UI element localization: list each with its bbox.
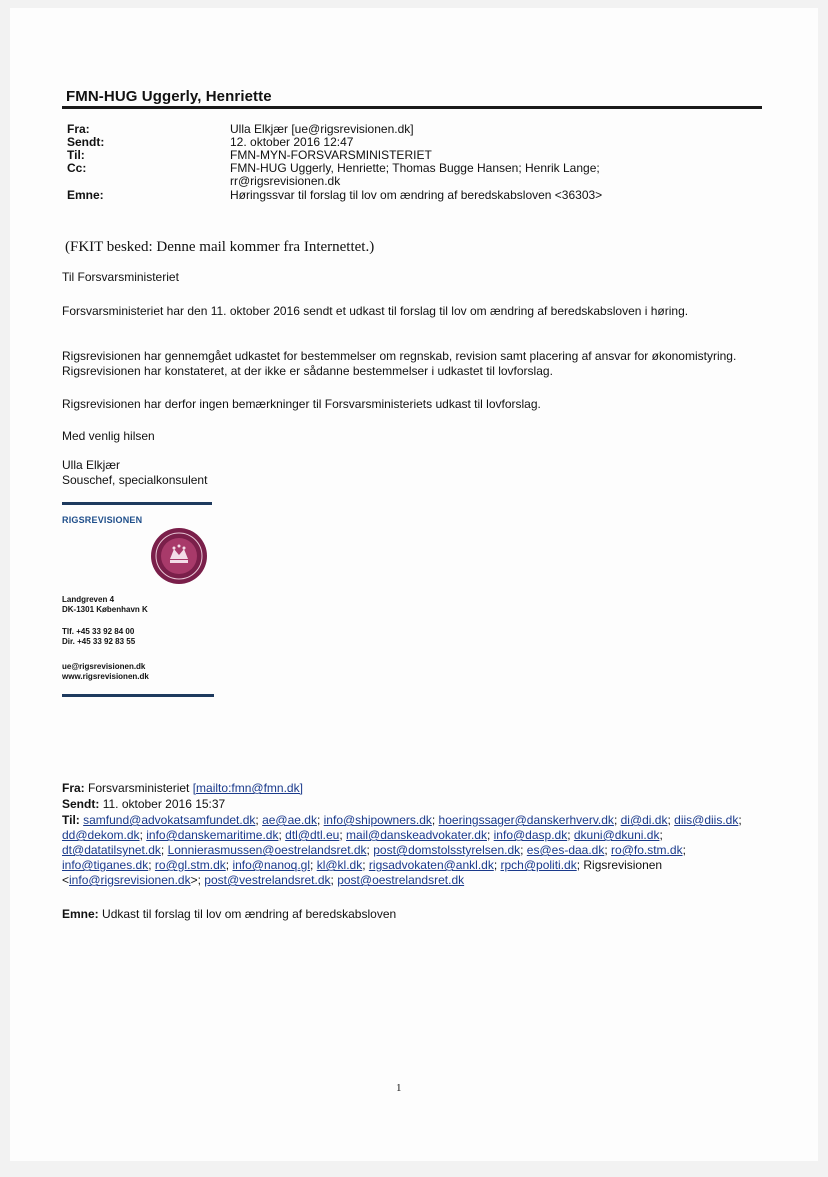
forwarded-subject-value: Udkast til forslag til lov om ændring af beredskabsloven [102, 907, 397, 921]
recipient-email-link[interactable]: post@vestrelandsret.dk [204, 873, 331, 887]
recipient-email-link[interactable]: dtl@dtl.eu [285, 828, 340, 842]
signature-website[interactable]: www.rigsrevisionen.dk [62, 672, 149, 681]
recipient-text: > [190, 873, 198, 887]
forwarded-from-text: Forsvarsministeriet [88, 781, 190, 795]
forwarded-to-label: Til: [62, 813, 80, 827]
signature-org-name: RIGSREVISIONEN [62, 515, 143, 525]
signer-name: Ulla Elkjær [62, 458, 121, 472]
forwarded-from [62, 781, 762, 796]
header-divider [62, 106, 762, 109]
forwarded-subject-label: Emne: [62, 907, 99, 921]
recipient-email-link[interactable]: di@di.dk [620, 813, 668, 827]
recipient-email-link[interactable]: diis@diis.dk [674, 813, 739, 827]
recipient-email-link[interactable]: ro@gl.stm.dk [154, 858, 226, 872]
recipient-email-link[interactable]: mail@danskeadvokater.dk [346, 828, 487, 842]
recipient-email-link[interactable]: dkuni@dkuni.dk [573, 828, 660, 842]
recipient-text: Rigsrevisionen < [62, 858, 663, 887]
from-label: Fra: [67, 122, 90, 136]
recipient-email-link[interactable]: post@domstolsstyrelsen.dk [373, 843, 521, 857]
cc-value-line2: rr@rigsrevisionen.dk [230, 174, 341, 188]
recipient-email-link[interactable]: post@oestrelandsret.dk [337, 873, 465, 887]
recipient-email-link[interactable]: samfund@advokatsamfundet.dk [83, 813, 256, 827]
forwarded-sent-label: Sendt: [62, 797, 100, 811]
signer-title: Souschef, specialkonsulent [62, 473, 208, 487]
closing: Med venlig hilsen [62, 429, 155, 443]
forwarded-recipients [62, 813, 762, 888]
signature-email[interactable]: ue@rigsrevisionen.dk [62, 662, 146, 671]
recipient-email-link[interactable]: rigsadvokaten@ankl.dk [368, 858, 494, 872]
recipient-email-link[interactable]: ae@ae.dk [262, 813, 317, 827]
recipient-email-link[interactable]: hoeringssager@danskerhverv.dk [438, 813, 614, 827]
greeting: Til Forsvarsministeriet [62, 270, 179, 284]
recipient-email-link[interactable]: info@rigsrevisionen.dk [69, 873, 191, 887]
signature-direct-phone: Dir. +45 33 92 83 55 [62, 637, 136, 646]
recipient-email-link[interactable]: info@danskemaritime.dk [146, 828, 279, 842]
recipient-list: samfund@advokatsamfundet.dk; ae@ae.dk; info@shipowners.dk; hoeringssager@danskerhverv.dk; di@di.dk; diis@diis.dk; dd@dekom.dk; info@danskemaritime.dk; dtl@dtl.eu; mail@danskeadvokater.dk; info@dasp.dk; dkuni@dkuni.dk; dt@datatilsynet.dk; Lonnierasmussen@oestrelandsret.dk; post@domstolsstyrelsen.dk; es@es-daa.dk; ro@fo.stm.dk; info@tiganes.dk; ro@gl.stm.dk; info@nanoq.gl; kl@kl.dk; rigsadvokaten@ankl.dk; rpch@politi.dk; Rigsrevisionen <info@rigsrevisionen.dk>; post@vestrelandsret.dk; post@oestrelandsret.dk [62, 813, 742, 887]
to-label: Til: [67, 148, 85, 162]
body-paragraph-1: Forsvarsministeriet har den 11. oktober 2016 sendt et udkast til forslag til lov om ændring af beredskabsloven i høring. [62, 304, 689, 318]
subject-label: Emne: [67, 188, 104, 202]
recipient-email-link[interactable]: rpch@politi.dk [500, 858, 577, 872]
body-paragraph-2: Rigsrevisionen har gennemgået udkastet for bestemmelser om regnskab, revision samt placering af ansvar for økonomistyring. Rigsrevisionen har konstateret, at der ikke er sådanne bestemmelser i udkastet til lovforslag. [62, 349, 737, 378]
recipient-email-link[interactable]: dt@datatilsynet.dk [62, 843, 161, 857]
forwarded-sent [62, 797, 762, 812]
signature-street: Landgreven 4 [62, 595, 115, 604]
page-number: 1 [396, 1082, 402, 1094]
recipient-email-link[interactable]: info@shipowners.dk [323, 813, 432, 827]
forwarded-from-label: Fra: [62, 781, 85, 795]
rigsrevisionen-seal-icon [150, 527, 208, 585]
recipient-email-link[interactable]: info@tiganes.dk [62, 858, 149, 872]
recipient-email-link[interactable]: kl@kl.dk [316, 858, 363, 872]
to-value: FMN-MYN-FORSVARSMINISTERIET [230, 148, 432, 162]
forwarded-sent-value: 11. oktober 2016 15:37 [102, 797, 226, 811]
body-paragraph-3: Rigsrevisionen har derfor ingen bemærkninger til Forsvarsministeriets udkast til lovforslag. [62, 397, 541, 411]
cc-label: Cc: [67, 161, 87, 175]
signature-city: DK-1301 København K [62, 605, 148, 614]
recipient-email-link[interactable]: ro@fo.stm.dk [611, 843, 683, 857]
recipient-email-link[interactable]: info@dasp.dk [493, 828, 568, 842]
from-value: Ulla Elkjær [ue@rigsrevisionen.dk] [230, 122, 414, 136]
signature-top-rule [62, 502, 212, 505]
forwarded-from-link[interactable]: [mailto:fmn@fmn.dk] [192, 781, 303, 795]
recipient-email-link[interactable]: es@es-daa.dk [526, 843, 605, 857]
recipient-email-link[interactable]: dd@dekom.dk [62, 828, 140, 842]
sent-label: Sendt: [67, 135, 105, 149]
document-page [10, 8, 818, 1161]
recipient-email-link[interactable]: info@nanoq.gl [232, 858, 311, 872]
recipient-email-link[interactable]: Lonnierasmussen@oestrelandsret.dk [167, 843, 367, 857]
forwarded-subject [62, 907, 762, 922]
signature-bottom-rule [62, 694, 214, 697]
mailbox-owner-name: FMN-HUG Uggerly, Henriette [66, 88, 272, 105]
subject-value: Høringssvar til forslag til lov om ændring af beredskabsloven <36303> [230, 188, 603, 202]
external-mail-notice: (FKIT besked: Denne mail kommer fra Internettet.) [65, 239, 375, 255]
cc-value: FMN-HUG Uggerly, Henriette; Thomas Bugge Hansen; Henrik Lange; [230, 161, 600, 175]
sent-value: 12. oktober 2016 12:47 [230, 135, 354, 149]
signature-phone: Tlf. +45 33 92 84 00 [62, 627, 135, 636]
